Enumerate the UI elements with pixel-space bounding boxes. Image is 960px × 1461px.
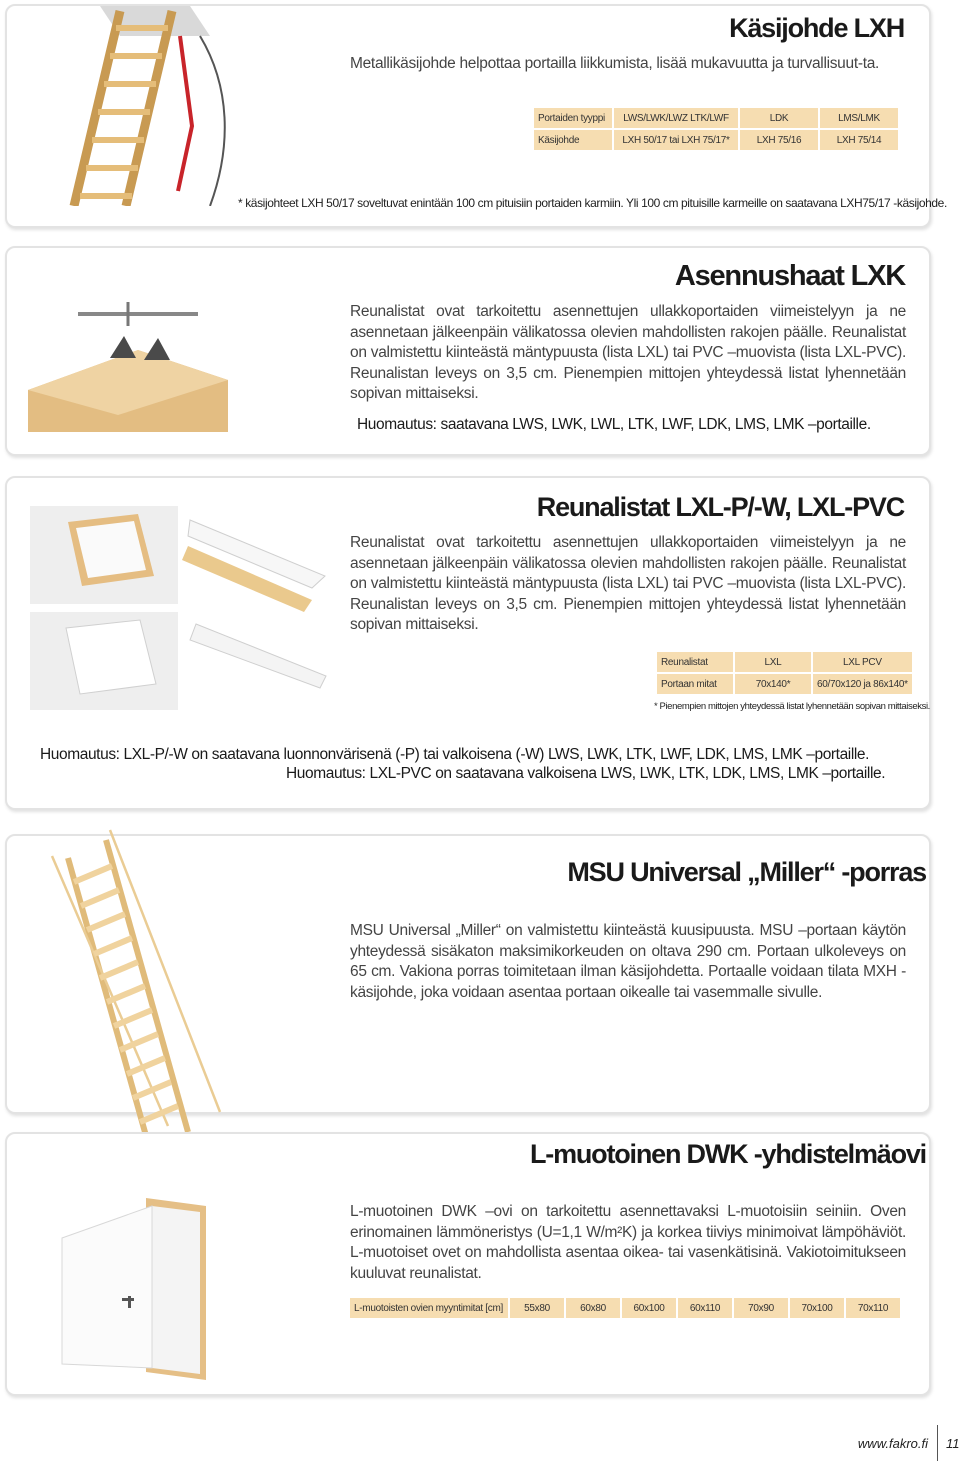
table-cell: LXL PCV xyxy=(813,652,912,672)
table-cell: 70x110 xyxy=(846,1298,900,1318)
dwk-description: L-muotoinen DWK –ovi on tarkoitettu asennettavaksi L-muotoisiin seiniin. Oven erinomainen lämmöneristys (U=1,1 W/m²K) ja korkea tiiviys minimoivat lämpöhäviöt. L-muotoiset ovet on mahdollista asentaa oikea- tai vasenkätisinä. Vakiotoimitukseen kuuluvat reunalistat. xyxy=(350,1203,906,1282)
table-cell: LXH 75/16 xyxy=(740,130,818,150)
table-cell: LXL xyxy=(735,652,811,672)
table-cell: 60x110 xyxy=(678,1298,732,1318)
table-cell: Portaiden tyyppi xyxy=(534,108,612,128)
table-cell: LMS/LMK xyxy=(820,108,898,128)
table-cell: LWS/LWK/LWZ LTK/LWF xyxy=(614,108,738,128)
dwk-title: L-muotoinen DWK -yhdistelmäovi xyxy=(529,1139,926,1169)
table-cell: 55x80 xyxy=(510,1298,564,1318)
kasijohde-description: Metallikäsijohde helpottaa portailla liikkumista, lisää mukavuutta ja turvallisuut-ta. xyxy=(350,55,880,72)
table-cell: LXH 50/17 tai LXH 75/17* xyxy=(614,130,738,150)
table-cell: 70x140* xyxy=(735,674,811,694)
asennushaat-description: Reunalistat ovat tarkoitettu asennettujen ullakkoportaiden viimeistelyyn ja ne asennetaan jälkeenpäin välikatossa olevien mahdollisten rakojen päälle. Reunalistat on valmistettu kiinteästä mäntypuusta (lista LXL) tai PVC –muovista (lista LXL-PVC). Reunalistan leveys on 3,5 cm. Pienempien mittojen yhteydessä listat lyhennetään sopivan mittaiseksi. xyxy=(350,303,906,403)
trim-frames-illustration xyxy=(30,506,330,710)
dwk-table xyxy=(348,1296,902,1320)
table-cell: Käsijohde xyxy=(534,130,612,150)
asennushaat-title: Asennushaat LXK xyxy=(674,260,905,292)
msu-description: MSU Universal „Miller“ on valmistettu kiinteästä kuusipuusta. MSU –portaan käytön yhteydessä sisäkaton maksimikorkeuden on oltava 290 cm. Portaan ulkoleveys on 65 cm. Vakiona porras toimitetaan ilman käsijohdetta. Portaalle voidaan tilata MXH -käsijohde, joka voidaan asentaa portaan oikealle tai vasemmalle sivulle. xyxy=(350,922,906,1001)
table-cell: 60x80 xyxy=(566,1298,620,1318)
table-row xyxy=(534,108,898,128)
kasijohde-title: Käsijohde LXH xyxy=(729,13,904,43)
kasijohde-footnote: * käsijohteet LXH 50/17 soveltuvat enintään 100 cm pituisiin portaiden karmiin. Yli 100 cm pituisille karmeille on saatavana LXH75/17 -käsijohde. xyxy=(238,196,947,210)
footer-divider xyxy=(937,1425,938,1461)
reunalistat-note-1: Huomautus: LXL-P/-W on saatavana luonnonvärisenä (-P) tai valkoisena (-W) LWS, LWK, LTK, LWF, LDK, LMS, LMK –portaille. xyxy=(40,746,870,763)
table-cell: LXH 75/14 xyxy=(820,130,898,150)
reunalistat-title: Reunalistat LXL-P/-W, LXL-PVC xyxy=(536,492,904,522)
kasijohde-table xyxy=(532,106,900,152)
footer-url[interactable]: www.fakro.fi xyxy=(857,1436,928,1451)
asennushaat-note: Huomautus: saatavana LWS, LWK, LWL, LTK, LWF, LDK, LMS, LMK –portaille. xyxy=(357,416,871,433)
table-cell: Portaan mitat xyxy=(657,674,733,694)
table-row xyxy=(534,130,898,150)
msu-title: MSU Universal „Miller“ -porras xyxy=(567,857,926,887)
page-number: 11 xyxy=(946,1436,960,1451)
table-cell: L-muotoisten ovien myyntimitat [cm] xyxy=(350,1298,508,1318)
table-cell: 60x100 xyxy=(622,1298,676,1318)
reunalistat-table xyxy=(655,650,914,696)
table-cell: 70x90 xyxy=(734,1298,788,1318)
table-cell: LDK xyxy=(740,108,818,128)
mounting-brackets-illustration xyxy=(28,300,233,432)
table-cell: Reunalistat xyxy=(657,652,733,672)
reunalistat-footnote: * Pienempien mittojen yhteydessä listat lyhennetään sopivan mittaiseksi. xyxy=(654,701,930,712)
table-cell: 60/70x120 ja 86x140* xyxy=(813,674,912,694)
table-cell: 70x100 xyxy=(790,1298,844,1318)
msu-stairs-illustration xyxy=(48,826,228,1152)
handrail-ladder-illustration xyxy=(60,6,250,206)
table-row xyxy=(657,674,912,694)
table-row xyxy=(350,1298,900,1318)
reunalistat-description: Reunalistat ovat tarkoitettu asennettujen ullakkoportaiden viimeistelyyn ja ne asennetaan jälkeenpäin välikatossa olevien mahdollisten rakojen päälle. Reunalistat on valmistettu kiinteästä mäntypuusta (lista LXL) tai PVC –muovista (lista LXL-PVC). Reunalistan leveys on 3,5 cm. Pienempien mittojen yhteydessä listat lyhennetään sopivan mittaiseksi. xyxy=(350,534,906,634)
dwk-door-illustration xyxy=(56,1198,216,1380)
table-row xyxy=(657,652,912,672)
reunalistat-note-2: Huomautus: LXL-PVC on saatavana valkoisena LWS, LWK, LTK, LDK, LMS, LMK –portaille. xyxy=(286,765,886,782)
